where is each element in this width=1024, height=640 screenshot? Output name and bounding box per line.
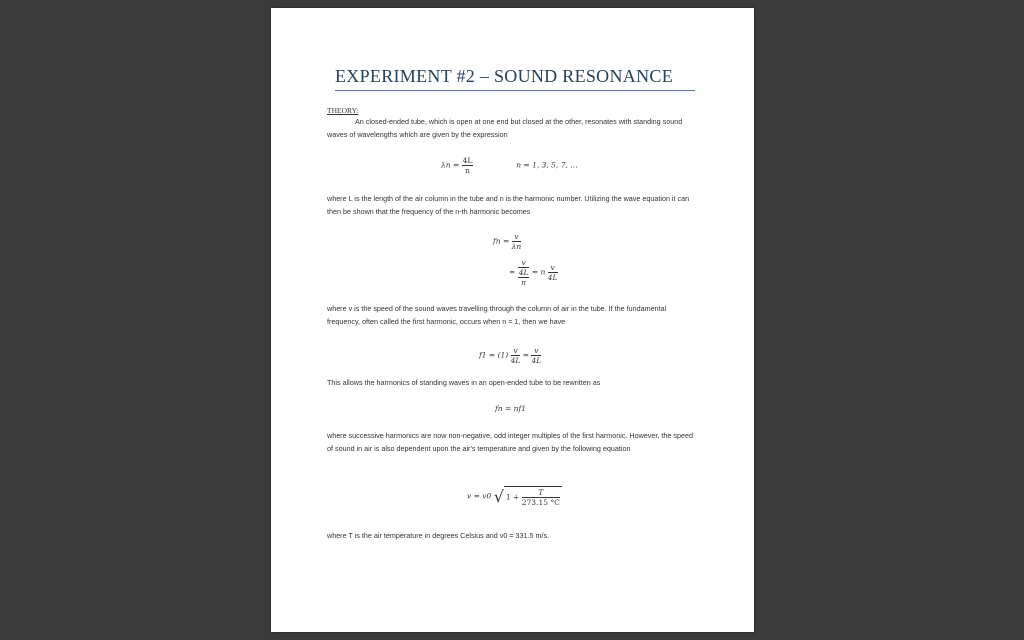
eq3-num1: v: [511, 346, 521, 356]
eq3-fraction2: [531, 346, 541, 365]
page-title: EXPERIMENT #2 – SOUND RESONANCE: [335, 66, 695, 91]
eq2-line1-num: v: [512, 232, 522, 242]
eq1-den: n: [465, 166, 470, 175]
eq5-fraction: [522, 488, 560, 507]
document-page: [271, 8, 754, 632]
eq2-line2-inner-fraction: [518, 268, 530, 287]
eq2-line1-lhs: fn =: [493, 236, 510, 246]
eq5-den: 273.15 °C: [521, 498, 560, 507]
eq1-lhs: λn =: [441, 160, 460, 170]
eq3-num2: v: [531, 346, 541, 356]
equation-speed-of-sound: [467, 486, 562, 507]
eq2-line2-num2: v: [548, 263, 558, 273]
equation-wavelength: [441, 156, 578, 175]
eq2-line2-fraction2: [548, 263, 558, 282]
equation-frequency-line2: [509, 258, 558, 287]
paragraph-3: where v is the speed of the sound waves travelling through the column of air in the tube. If the fundamental frequency, often called the first harmonic, occurs when n = 1, then we have: [327, 304, 667, 326]
eq2-line2-inner-den: n: [521, 278, 526, 287]
eq1-condition: n = 1, 3, 5, 7, …: [516, 160, 578, 170]
eq3-eq: =: [522, 350, 530, 360]
eq2-line2-compound-fraction: [518, 258, 530, 287]
equation-harmonics: fn = nf1: [495, 404, 527, 413]
eq1-fraction: [462, 156, 474, 175]
eq2-line2-den: [518, 268, 530, 287]
sqrt-icon: √: [493, 487, 504, 506]
eq3-den1: 4L: [510, 356, 521, 365]
eq2-line2-num: v: [518, 258, 530, 268]
eq3-den2: 4L: [531, 356, 542, 365]
paragraph-2: where L is the length of the air column in the tube and n is the harmonic number. Utilizing the wave equation it can then be shown that the frequency of the n-th harmonic becomes: [327, 194, 690, 216]
paragraph-4: This allows the harmonics of standing waves in an open-ended tube to be rewritten as: [327, 378, 601, 387]
eq5-one: 1 +: [505, 492, 520, 502]
theory-heading: THEORY:: [327, 106, 359, 115]
eq3-fraction1: [511, 346, 521, 365]
equation-frequency-line1: [493, 232, 521, 251]
paragraph-1: An closed-ended tube, which is open at one end but closed at the other, resonates with standing sound waves of wavelengths which are given by the expression: [327, 117, 683, 139]
eq2-line2-den2: 4L: [547, 273, 558, 282]
eq2-line2-inner-num: 4L: [518, 268, 529, 277]
eq3-lhs: f1 = (1): [479, 350, 509, 360]
eq2-line2-mid: = n: [531, 267, 546, 277]
paragraph-6: where T is the air temperature in degrees Celsius and v0 = 331.5 m/s.: [327, 531, 550, 540]
eq5-lhs: v = v0: [467, 491, 492, 501]
paragraph-5: where successive harmonics are now non-negative, odd integer multiples of the first harmonic. However, the speed of sound in air is also dependent upon the air's temperature and given by the following equation: [327, 431, 693, 453]
eq2-line1-den: λn: [511, 242, 522, 251]
equation-fundamental: [479, 346, 541, 365]
eq5-num: T: [522, 488, 560, 498]
eq1-num: 4L: [462, 156, 473, 165]
eq2-line1-fraction: [512, 232, 522, 251]
eq2-line2-eq: =: [509, 267, 516, 277]
eq5-radicand: [504, 486, 562, 507]
